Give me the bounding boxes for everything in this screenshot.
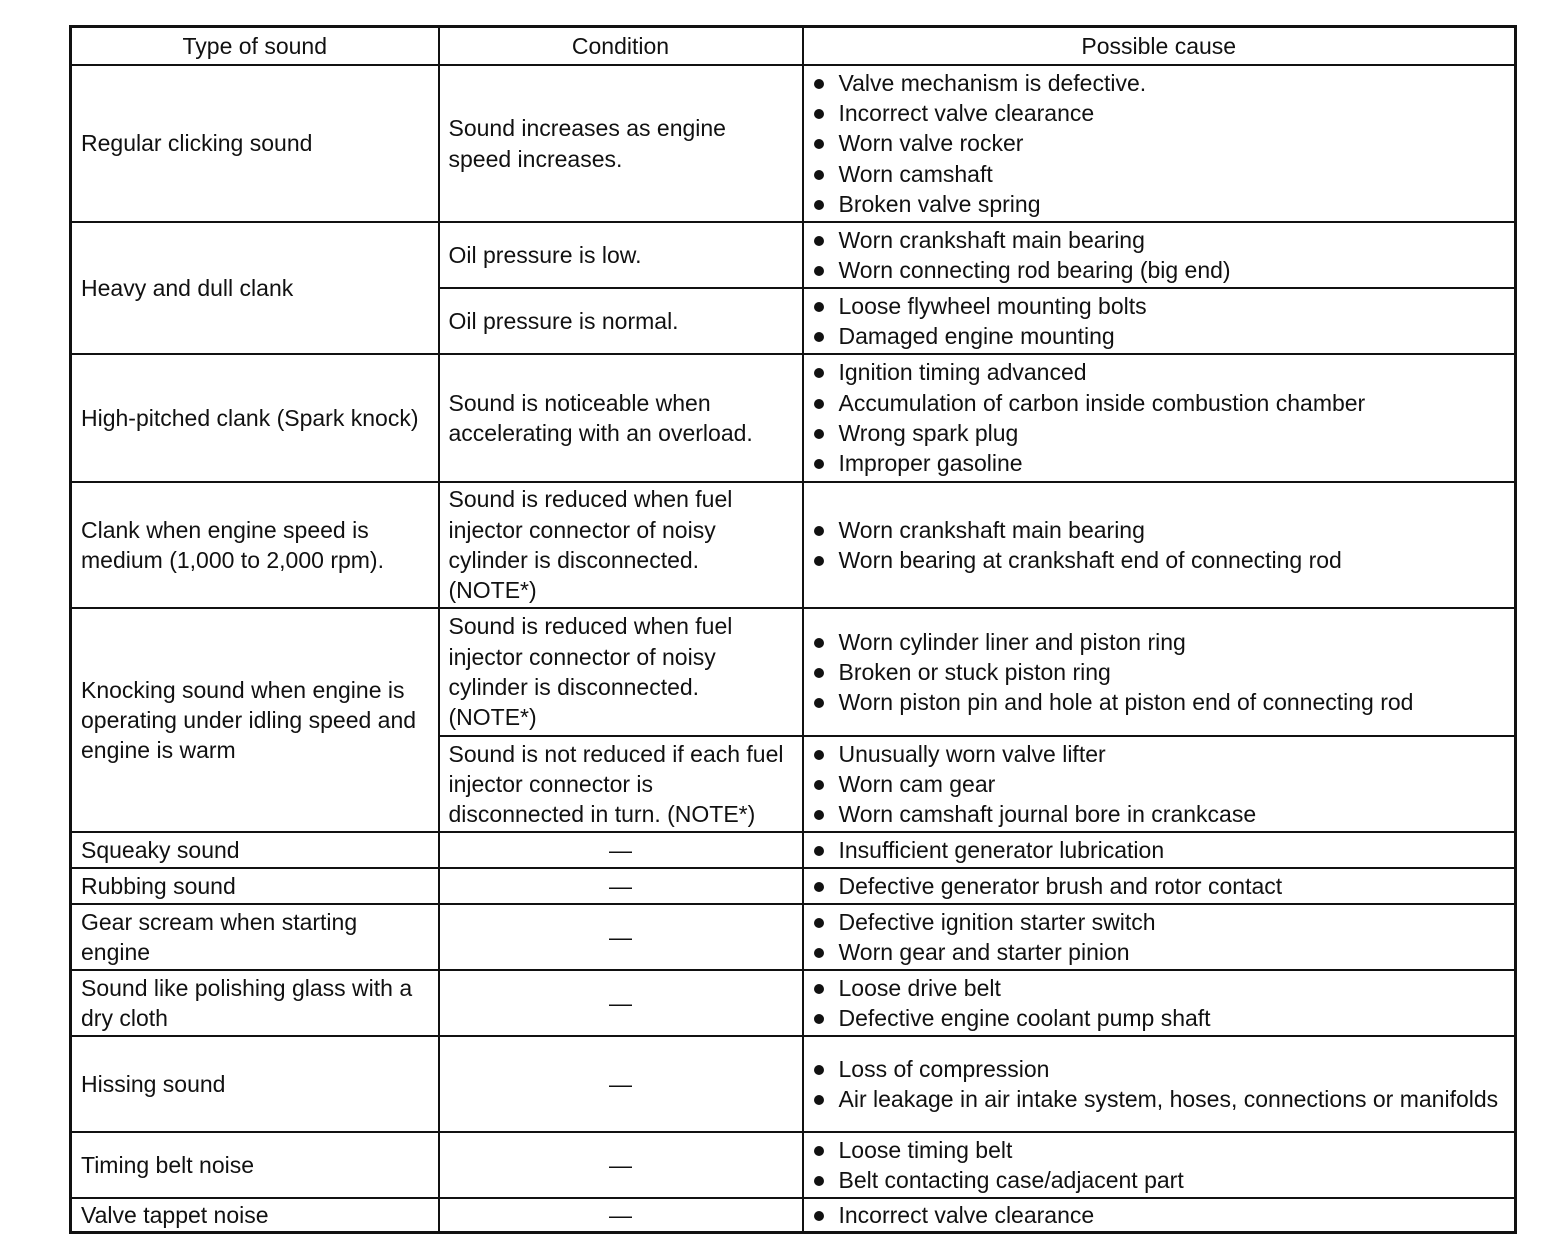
header-possible-cause: Possible cause bbox=[803, 27, 1516, 66]
possible-cause-cell bbox=[803, 608, 1516, 736]
table-row bbox=[71, 1036, 1516, 1132]
cause-list bbox=[813, 627, 1506, 718]
sound-type-cell: Sound like polishing glass with a dry cloth bbox=[71, 970, 439, 1036]
table-row bbox=[71, 65, 1516, 222]
table-row bbox=[71, 1132, 1516, 1198]
cause-list bbox=[813, 1135, 1506, 1196]
cause-item: Loose flywheel mounting bolts bbox=[813, 291, 1506, 321]
condition-cell: Sound is noticeable when accelerating with an overload. bbox=[439, 354, 803, 482]
cause-item: Damaged engine mounting bbox=[813, 321, 1506, 351]
possible-cause-cell bbox=[803, 222, 1516, 288]
cause-list bbox=[813, 835, 1506, 865]
sound-type-cell: Clank when engine speed is medium (1,000 to 2,000 rpm). bbox=[71, 482, 439, 608]
cause-item: Defective engine coolant pump shaft bbox=[813, 1003, 1506, 1033]
sound-type-cell: Gear scream when starting engine bbox=[71, 904, 439, 970]
cause-list bbox=[813, 871, 1506, 901]
possible-cause-cell bbox=[803, 482, 1516, 608]
condition-cell: Sound increases as engine speed increases. bbox=[439, 65, 803, 222]
cause-item: Wrong spark plug bbox=[813, 418, 1506, 448]
cause-list bbox=[813, 739, 1506, 830]
table-row bbox=[71, 482, 1516, 608]
table-row bbox=[71, 904, 1516, 970]
cause-item: Broken or stuck piston ring bbox=[813, 657, 1506, 687]
cause-list bbox=[813, 1200, 1506, 1230]
possible-cause-cell bbox=[803, 1132, 1516, 1198]
cause-item: Worn cam gear bbox=[813, 769, 1506, 799]
table-row bbox=[71, 832, 1516, 868]
sound-type-cell: Hissing sound bbox=[71, 1036, 439, 1132]
cause-list bbox=[813, 515, 1506, 576]
possible-cause-cell bbox=[803, 868, 1516, 904]
cause-item: Defective generator brush and rotor contact bbox=[813, 871, 1506, 901]
table-row bbox=[71, 354, 1516, 482]
cause-item: Valve mechanism is defective. bbox=[813, 68, 1506, 98]
cause-item: Worn cylinder liner and piston ring bbox=[813, 627, 1506, 657]
cause-item: Worn valve rocker bbox=[813, 128, 1506, 158]
condition-cell: Sound is reduced when fuel injector connector of noisy cylinder is disconnected. (NOTE*) bbox=[439, 482, 803, 608]
sound-type-cell: Squeaky sound bbox=[71, 832, 439, 868]
sound-type-cell: Knocking sound when engine is operating under idling speed and engine is warm bbox=[71, 608, 439, 832]
condition-cell: — bbox=[439, 832, 803, 868]
sound-type-cell: Regular clicking sound bbox=[71, 65, 439, 222]
cause-item: Improper gasoline bbox=[813, 448, 1506, 478]
possible-cause-cell bbox=[803, 1036, 1516, 1132]
possible-cause-cell bbox=[803, 904, 1516, 970]
condition-cell: — bbox=[439, 1036, 803, 1132]
cause-list bbox=[813, 291, 1506, 352]
sound-type-cell: Rubbing sound bbox=[71, 868, 439, 904]
cause-item: Defective ignition starter switch bbox=[813, 907, 1506, 937]
cause-list bbox=[813, 1054, 1506, 1115]
cause-item: Loose drive belt bbox=[813, 973, 1506, 1003]
header-condition: Condition bbox=[439, 27, 803, 66]
cause-list bbox=[813, 907, 1506, 968]
condition-cell: — bbox=[439, 868, 803, 904]
cause-item: Worn camshaft journal bore in crankcase bbox=[813, 799, 1506, 829]
cause-list bbox=[813, 973, 1506, 1034]
cause-list bbox=[813, 68, 1506, 219]
cause-item: Worn crankshaft main bearing bbox=[813, 515, 1506, 545]
cause-item: Unusually worn valve lifter bbox=[813, 739, 1506, 769]
table-row bbox=[71, 222, 1516, 288]
cause-list bbox=[813, 357, 1506, 478]
sound-type-cell: Heavy and dull clank bbox=[71, 222, 439, 354]
cause-item: Worn bearing at crankshaft end of connecting rod bbox=[813, 545, 1506, 575]
cause-item: Incorrect valve clearance bbox=[813, 1200, 1506, 1230]
cause-item: Belt contacting case/adjacent part bbox=[813, 1165, 1506, 1195]
condition-cell: — bbox=[439, 1198, 803, 1232]
possible-cause-cell bbox=[803, 354, 1516, 482]
cause-item: Loss of compression bbox=[813, 1054, 1506, 1084]
sound-type-cell: Valve tappet noise bbox=[71, 1198, 439, 1232]
cause-item: Incorrect valve clearance bbox=[813, 98, 1506, 128]
sound-type-cell: Timing belt noise bbox=[71, 1132, 439, 1198]
possible-cause-cell bbox=[803, 1198, 1516, 1232]
possible-cause-cell bbox=[803, 970, 1516, 1036]
condition-cell: — bbox=[439, 904, 803, 970]
cause-item: Worn connecting rod bearing (big end) bbox=[813, 255, 1506, 285]
condition-cell: — bbox=[439, 970, 803, 1036]
header-type-of-sound: Type of sound bbox=[71, 27, 439, 66]
cause-item: Worn crankshaft main bearing bbox=[813, 225, 1506, 255]
condition-cell: Oil pressure is low. bbox=[439, 222, 803, 288]
cause-item: Accumulation of carbon inside combustion chamber bbox=[813, 388, 1506, 418]
cause-item: Worn piston pin and hole at piston end of connecting rod bbox=[813, 687, 1506, 717]
condition-cell: Oil pressure is normal. bbox=[439, 288, 803, 354]
engine-noise-diagnosis-table bbox=[69, 25, 1517, 1234]
cause-item: Loose timing belt bbox=[813, 1135, 1506, 1165]
sound-type-cell: High-pitched clank (Spark knock) bbox=[71, 354, 439, 482]
cause-item: Broken valve spring bbox=[813, 189, 1506, 219]
table-row bbox=[71, 1198, 1516, 1232]
table-row bbox=[71, 868, 1516, 904]
condition-cell: Sound is not reduced if each fuel injector connector is disconnected in turn. (NOTE*) bbox=[439, 736, 803, 832]
possible-cause-cell bbox=[803, 65, 1516, 222]
cause-item: Ignition timing advanced bbox=[813, 357, 1506, 387]
condition-cell: Sound is reduced when fuel injector connector of noisy cylinder is disconnected. (NOTE*) bbox=[439, 608, 803, 736]
cause-item: Air leakage in air intake system, hoses, connections or manifolds bbox=[813, 1084, 1506, 1114]
possible-cause-cell bbox=[803, 736, 1516, 832]
table-row bbox=[71, 608, 1516, 736]
cause-list bbox=[813, 225, 1506, 286]
condition-cell: — bbox=[439, 1132, 803, 1198]
cause-item: Worn gear and starter pinion bbox=[813, 937, 1506, 967]
possible-cause-cell bbox=[803, 832, 1516, 868]
cause-item: Insufficient generator lubrication bbox=[813, 835, 1506, 865]
table-header-row bbox=[71, 27, 1516, 66]
possible-cause-cell bbox=[803, 288, 1516, 354]
table-row bbox=[71, 970, 1516, 1036]
cause-item: Worn camshaft bbox=[813, 159, 1506, 189]
